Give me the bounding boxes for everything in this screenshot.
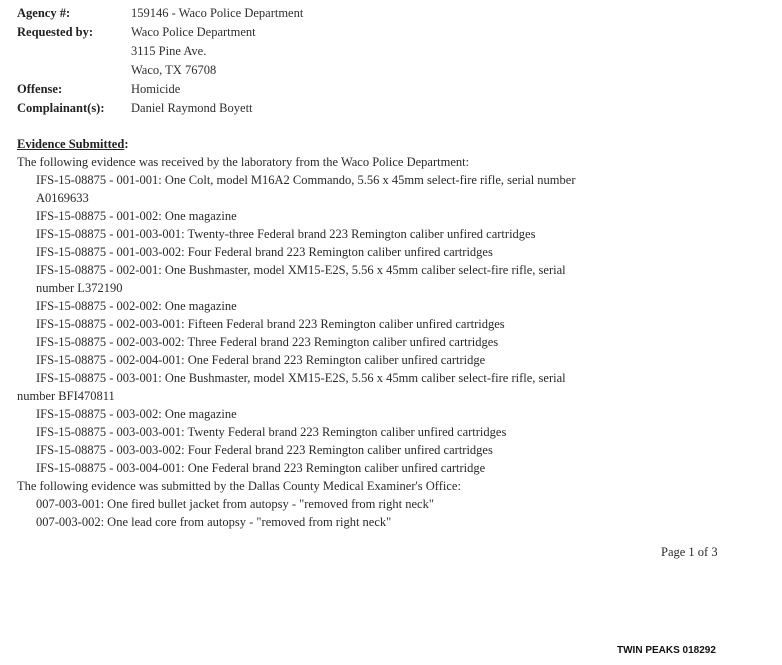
requested-by-line: Waco Police Department <box>131 25 256 39</box>
evidence-heading-text: Evidence Submitted <box>17 137 125 151</box>
agency-row <box>17 4 757 23</box>
offense-row <box>17 80 757 99</box>
list-item: IFS-15-08875 - 003-002: One magazine <box>36 407 237 421</box>
requested-by-line: 3115 Pine Ave. <box>131 44 207 58</box>
page-number: Page 1 of 3 <box>661 545 718 559</box>
list-item: IFS-15-08875 - 001-002: One magazine <box>36 209 237 223</box>
agency-label: Agency #: <box>17 6 71 20</box>
evidence-heading-colon: : <box>124 137 129 151</box>
dallas-intro: The following evidence was submitted by the Dallas County Medical Examiner's Office: <box>17 479 461 493</box>
complainant-label: Complainant(s): <box>17 101 105 115</box>
list-item: IFS-15-08875 - 002-001: One Bushmaster, model XM15-E2S, 5.56 x 45mm caliber select-fire rifle, serial <box>36 263 566 277</box>
list-item: IFS-15-08875 - 003-003-002: Four Federal brand 223 Remington caliber unfired cartridges <box>36 443 493 457</box>
list-item: IFS-15-08875 - 003-004-001: One Federal brand 223 Remington caliber unfired cartridge <box>36 461 486 475</box>
bates-number: TWIN PEAKS 018292 <box>617 645 716 656</box>
list-item-continuation: number BFI470811 <box>17 389 115 403</box>
list-item: IFS-15-08875 - 002-004-001: One Federal brand 223 Remington caliber unfired cartridge <box>36 353 486 367</box>
offense-value: Homicide <box>131 82 181 96</box>
list-item: 007-003-002: One lead core from autopsy - "removed from right neck" <box>36 515 392 529</box>
evidence-section <box>17 135 757 531</box>
list-item: IFS-15-08875 - 001-003-002: Four Federal brand 223 Remington caliber unfired cartridges <box>36 245 493 259</box>
offense-label: Offense: <box>17 82 63 96</box>
list-item: IFS-15-08875 - 002-003-001: Fifteen Federal brand 223 Remington caliber unfired cartridges <box>36 317 505 331</box>
requested-by-address-row <box>17 42 757 61</box>
list-item-continuation: A0169633 <box>36 191 89 205</box>
agency-value: 159146 - Waco Police Department <box>131 6 304 20</box>
requested-by-row <box>17 23 757 42</box>
waco-intro: The following evidence was received by the laboratory from the Waco Police Department: <box>17 155 470 169</box>
evidence-heading <box>17 135 757 153</box>
list-item: IFS-15-08875 - 002-003-002: Three Federal brand 223 Remington caliber unfired cartridges <box>36 335 499 349</box>
requested-by-label: Requested by: <box>17 25 94 39</box>
list-item: IFS-15-08875 - 003-003-001: Twenty Federal brand 223 Remington caliber unfired cartridges <box>36 425 507 439</box>
list-item: 007-003-001: One fired bullet jacket from autopsy - "removed from right neck" <box>36 497 434 511</box>
list-item: IFS-15-08875 - 001-003-001: Twenty-three Federal brand 223 Remington caliber unfired cartridges <box>36 227 536 241</box>
list-item: IFS-15-08875 - 001-001: One Colt, model M16A2 Commando, 5.56 x 45mm select-fire rifle, serial number <box>36 173 576 187</box>
list-item: IFS-15-08875 - 003-001: One Bushmaster, model XM15-E2S, 5.56 x 45mm caliber select-fire rifle, serial <box>36 371 566 385</box>
list-item: IFS-15-08875 - 002-002: One magazine <box>36 299 237 313</box>
report-header <box>17 4 757 118</box>
list-item-continuation: number L372190 <box>36 281 123 295</box>
requested-by-line: Waco, TX 76708 <box>131 63 217 77</box>
complainant-value: Daniel Raymond Boyett <box>131 101 253 115</box>
complainant-row <box>17 99 757 118</box>
requested-by-city-row <box>17 61 757 80</box>
